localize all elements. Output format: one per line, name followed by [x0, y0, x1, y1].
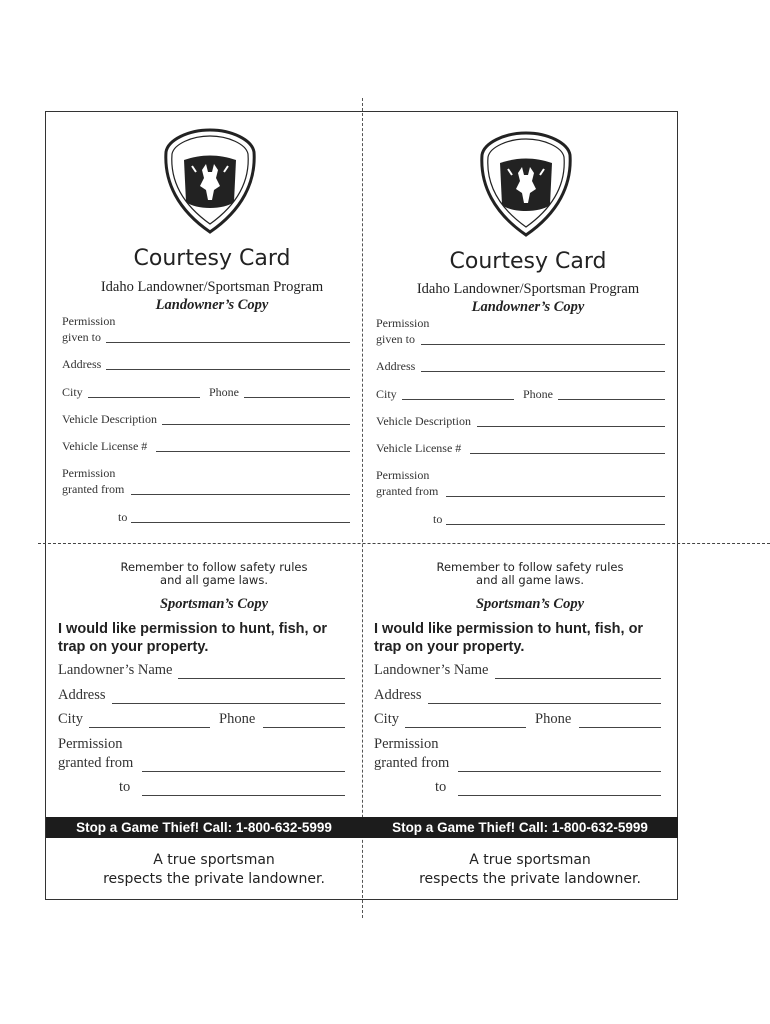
city-field[interactable]: [88, 397, 200, 398]
motto-line-1: A true sportsman: [153, 852, 275, 868]
given-to-label: given to: [62, 330, 101, 344]
safety-reminder: [382, 561, 678, 587]
landowner-name-field[interactable]: [178, 678, 345, 679]
landowner-copy-label: Landowner’s Copy: [471, 299, 585, 315]
phone-field[interactable]: [558, 399, 665, 400]
safety-line-2: and all game laws.: [476, 573, 584, 587]
vehicle-description-field[interactable]: [162, 424, 350, 425]
game-thief-hotline-right: Stop a Game Thief! Call: 1-800-632-5999: [392, 820, 648, 835]
card-title: Courtesy Card: [133, 246, 291, 271]
game-thief-hotline-left: Stop a Game Thief! Call: 1-800-632-5999: [76, 820, 332, 835]
card-title: Courtesy Card: [449, 249, 607, 274]
landowner-name-label: Landowner’s Name: [58, 662, 173, 678]
request-line-1: I would like permission to hunt, fish, or: [374, 621, 644, 637]
sportsman-address-label: Address: [374, 687, 422, 703]
vehicle-description-field[interactable]: [477, 426, 665, 427]
sportsman-address-label: Address: [58, 687, 106, 703]
sportsman-permission-label: Permission: [374, 736, 439, 752]
landowner-copy-label: Landowner’s Copy: [155, 297, 269, 313]
granted-from-label: granted from: [62, 482, 125, 496]
request-line-1: I would like permission to hunt, fish, or: [58, 621, 328, 637]
safety-reminder: [66, 561, 362, 587]
sportsman-city-field[interactable]: [405, 727, 526, 728]
request-line-2: trap on your property.: [58, 639, 209, 655]
sportsman-granted-from-field[interactable]: [142, 771, 345, 772]
motto-line-1: A true sportsman: [469, 852, 591, 868]
vehicle-license-label: Vehicle License #: [62, 439, 148, 453]
address-label: Address: [376, 359, 416, 373]
sportsman-granted-from-label: granted from: [374, 755, 450, 771]
sportsman-city-label: City: [374, 711, 399, 727]
idaho-fish-game-logo-icon: [162, 126, 258, 236]
sportsman-granted-from-field[interactable]: [458, 771, 661, 772]
game-thief-banner: [46, 817, 678, 838]
granted-from-label: granted from: [376, 484, 439, 498]
horizontal-cut-line: [38, 543, 770, 544]
sportsman-to-field[interactable]: [458, 795, 661, 796]
sportsman-address-field[interactable]: [112, 703, 345, 704]
sportsman-copy-label: Sportsman’s Copy: [475, 596, 585, 612]
city-field[interactable]: [402, 399, 514, 400]
landowner-name-field[interactable]: [495, 678, 661, 679]
sportsman-phone-field[interactable]: [579, 727, 661, 728]
phone-label: Phone: [523, 387, 553, 401]
granted-from-field[interactable]: [446, 496, 665, 497]
city-label: City: [376, 387, 397, 401]
permission-request: [374, 620, 670, 656]
vehicle-license-field[interactable]: [470, 453, 665, 454]
city-label: City: [62, 385, 83, 399]
vehicle-description-label: Vehicle Description: [376, 414, 471, 428]
to-label: to: [118, 510, 128, 524]
sportsman-to-label: to: [119, 779, 131, 795]
permission-request: [58, 620, 354, 656]
given-to-field[interactable]: [106, 342, 350, 343]
motto: [382, 851, 678, 889]
to-field[interactable]: [131, 522, 350, 523]
address-field[interactable]: [106, 369, 350, 370]
sportsman-permission-label: Permission: [58, 736, 123, 752]
given-to-label: given to: [376, 332, 415, 346]
motto: [66, 851, 362, 889]
sportsman-copy-label: Sportsman’s Copy: [159, 596, 269, 612]
request-line-2: trap on your property.: [374, 639, 525, 655]
vehicle-license-label: Vehicle License #: [376, 441, 462, 455]
permission-label: Permission: [62, 314, 116, 328]
vehicle-description-label: Vehicle Description: [62, 412, 157, 426]
sportsman-phone-label: Phone: [535, 711, 572, 727]
address-field[interactable]: [421, 371, 665, 372]
permission-label: Permission: [62, 466, 116, 480]
sportsman-phone-label: Phone: [219, 711, 256, 727]
phone-field[interactable]: [244, 397, 350, 398]
sportsman-address-field[interactable]: [428, 703, 661, 704]
safety-line-1: Remember to follow safety rules: [120, 560, 308, 574]
idaho-fish-game-logo-icon: [478, 129, 574, 239]
vehicle-license-field[interactable]: [156, 451, 350, 452]
motto-line-2: respects the private landowner.: [419, 871, 641, 887]
sportsman-city-field[interactable]: [89, 727, 210, 728]
vertical-cut-line: [362, 98, 363, 918]
sportsman-phone-field[interactable]: [263, 727, 345, 728]
sportsman-to-field[interactable]: [142, 795, 345, 796]
sportsman-to-label: to: [435, 779, 447, 795]
given-to-field[interactable]: [421, 344, 665, 345]
granted-from-field[interactable]: [131, 494, 350, 495]
to-field[interactable]: [446, 524, 665, 525]
program-name: Idaho Landowner/Sportsman Program: [100, 279, 324, 295]
phone-label: Phone: [209, 385, 239, 399]
address-label: Address: [62, 357, 102, 371]
permission-label: Permission: [376, 468, 430, 482]
permission-label: Permission: [376, 316, 430, 330]
sportsman-granted-from-label: granted from: [58, 755, 134, 771]
safety-line-1: Remember to follow safety rules: [436, 560, 624, 574]
to-label: to: [433, 512, 443, 526]
program-name: Idaho Landowner/Sportsman Program: [416, 281, 640, 297]
motto-line-2: respects the private landowner.: [103, 871, 325, 887]
sportsman-city-label: City: [58, 711, 83, 727]
safety-line-2: and all game laws.: [160, 573, 268, 587]
landowner-name-label: Landowner’s Name: [374, 662, 489, 678]
